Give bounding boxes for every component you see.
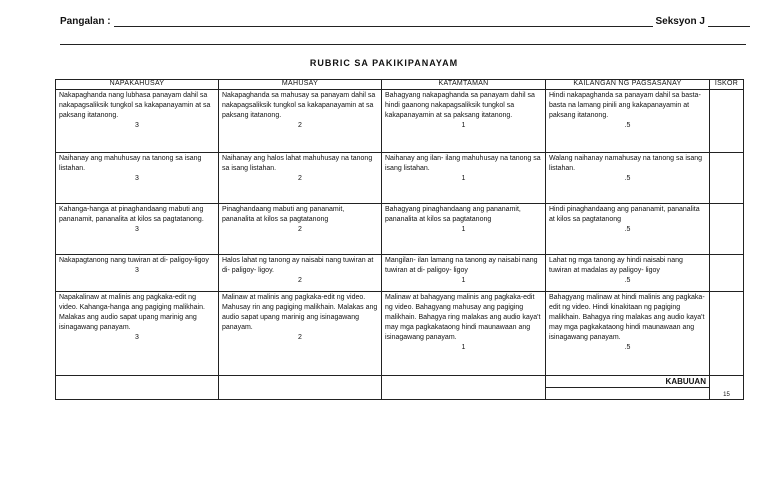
criteria-score: .5 bbox=[624, 175, 631, 182]
criteria-score: 1 bbox=[461, 344, 466, 351]
criteria-score: .5 bbox=[624, 226, 631, 233]
criteria-cell bbox=[56, 292, 219, 376]
criteria-text: Nakapagtanong nang tuwiran at di- paligoy-ligoy bbox=[59, 257, 209, 264]
criteria-text: Naihanay ang mahuhusay na tanong sa isang listahan. bbox=[59, 155, 202, 172]
criteria-text: Pinaghandaang mabuti ang pananamit, pananalita at kilos sa pagtatanong bbox=[222, 206, 345, 223]
criteria-text: Naihanay ang ilan- ilang mahuhusay na tanong sa isang listahan. bbox=[385, 155, 541, 172]
criteria-score: 1 bbox=[461, 175, 466, 182]
criteria-text: Malinaw at bahagyang malinis ang pagkaka-edit ng video. Bahagyang mahusay ang pagiging malikhain. Bahagya ring malakas ang audio kaya't may mga pagkakataong hindi maunawaan ang isinagawang panayam. bbox=[385, 294, 541, 341]
criteria-text: Napakalinaw at malinis ang pagkaka-edit ng video. Kahanga-hanga ang pagiging malikhain. Malakas ang audio sapat upang marinig ang isinagawang panayam. bbox=[59, 294, 205, 331]
section-label: Seksyon J bbox=[655, 16, 705, 27]
rubric-title: RUBRIC SA PAKIKIPANAYAM bbox=[309, 58, 459, 68]
iskor-cell[interactable] bbox=[710, 153, 744, 204]
header-row bbox=[56, 80, 744, 90]
criteria-text: Mangilan- ilan lamang na tanong ay naisabi nang tuwiran at di- paligoy- ligoy bbox=[385, 257, 538, 274]
blank-cell bbox=[219, 376, 382, 400]
iskor-cell[interactable] bbox=[710, 292, 744, 376]
criteria-score: 1 bbox=[461, 277, 466, 284]
criteria-score: 2 bbox=[298, 277, 302, 284]
criteria-score: 1 bbox=[461, 122, 466, 129]
criteria-score: 3 bbox=[135, 267, 139, 274]
table-row bbox=[56, 292, 744, 376]
criteria-cell bbox=[382, 292, 546, 376]
criteria-text: Nakapaghanda sa mahusay sa panayam dahil sa nakapagsaliksik tungkol sa kakapanayamin at sa paksang itatanong. bbox=[222, 92, 376, 119]
blank-cell bbox=[546, 388, 710, 400]
criteria-text: Kahanga-hanga at pinaghandaang mabuti ang pananamit, pananalita at kilos sa pagtatanong. bbox=[59, 206, 204, 223]
criteria-cell bbox=[546, 255, 710, 292]
blank-cell bbox=[382, 376, 546, 400]
table-row bbox=[56, 153, 744, 204]
criteria-score: .5 bbox=[624, 277, 631, 284]
criteria-score: .5 bbox=[624, 344, 631, 351]
section-blank[interactable] bbox=[708, 17, 750, 27]
col-iskor: ISKOR bbox=[710, 80, 744, 90]
criteria-score: 1 bbox=[461, 226, 466, 233]
criteria-cell bbox=[56, 255, 219, 292]
iskor-cell[interactable] bbox=[710, 204, 744, 255]
criteria-cell bbox=[219, 153, 382, 204]
table-row bbox=[56, 90, 744, 153]
criteria-cell bbox=[219, 292, 382, 376]
criteria-text: Malinaw at malinis ang pagkaka-edit ng video. Mahusay rin ang pagiging malikhain. Malakas ang audio sapat upang marinig ang isinagawang panayam. bbox=[222, 294, 378, 331]
criteria-score: 2 bbox=[298, 175, 302, 182]
criteria-score: 2 bbox=[298, 226, 302, 233]
criteria-score: 2 bbox=[298, 334, 302, 341]
criteria-score: 3 bbox=[135, 334, 139, 341]
criteria-text: Lahat ng mga tanong ay hindi naisabi nang tuwiran at madalas ay paligoy- ligoy bbox=[549, 257, 683, 274]
criteria-score: 3 bbox=[135, 226, 139, 233]
student-info-line bbox=[60, 16, 750, 27]
criteria-cell bbox=[546, 204, 710, 255]
total-label: KABUUAN bbox=[546, 376, 710, 388]
criteria-text: Hindi pinaghandaang ang pananamit, pananalita at kilos sa pagtatanong bbox=[549, 206, 700, 223]
table-row bbox=[56, 204, 744, 255]
criteria-cell bbox=[382, 255, 546, 292]
criteria-cell bbox=[219, 204, 382, 255]
criteria-text: Naihanay ang halos lahat mahuhusay na tanong sa isang listahan. bbox=[222, 155, 373, 172]
iskor-cell[interactable] bbox=[710, 255, 744, 292]
name-label: Pangalan : bbox=[60, 16, 111, 27]
criteria-text: Bahagyang nakapaghanda sa panayam dahil sa hindi gaanong nakapagsaliksik tungkol sa kakapanayamin at sa paksang itatanong. bbox=[385, 92, 535, 119]
criteria-cell bbox=[382, 153, 546, 204]
criteria-cell bbox=[219, 255, 382, 292]
col-napakahusay: NAPAKAHUSAY bbox=[56, 80, 219, 90]
total-value: 15 bbox=[710, 376, 744, 400]
criteria-score: 3 bbox=[135, 122, 139, 129]
criteria-score: 3 bbox=[135, 175, 139, 182]
criteria-cell bbox=[382, 204, 546, 255]
criteria-cell bbox=[219, 90, 382, 153]
criteria-text: Walang naihanay namahusay na tanong sa isang listahan. bbox=[549, 155, 703, 172]
criteria-score: .5 bbox=[624, 122, 631, 129]
criteria-cell bbox=[56, 204, 219, 255]
criteria-text: Hindi nakapaghanda sa panayam dahil sa basta- basta na lamang pinili ang kakapanayamin at paksang itatanong. bbox=[549, 92, 701, 119]
col-kailangan: KAILANGAN NG PAGSASANAY bbox=[546, 80, 710, 90]
iskor-cell[interactable] bbox=[710, 90, 744, 153]
criteria-cell bbox=[56, 90, 219, 153]
criteria-cell bbox=[546, 153, 710, 204]
criteria-text: Nakapaghanda nang lubhasa panayam dahil sa nakapagsaliksik tungkol sa kakapanayamin at sa paksang itatanong. bbox=[59, 92, 211, 119]
criteria-cell bbox=[382, 90, 546, 153]
table-row bbox=[56, 255, 744, 292]
total-row bbox=[56, 376, 744, 388]
criteria-text: Halos lahat ng tanong ay naisabi nang tuwiran at di- paligoy- ligoy. bbox=[222, 257, 374, 274]
col-katamtaman: KATAMTAMAN bbox=[382, 80, 546, 90]
criteria-cell bbox=[56, 153, 219, 204]
criteria-text: Bahagyang malinaw at hindi malinis ang pagkaka-edit ng video. Hindi kinakitaan ng pagiging malikhain. Bahagya ring malakas ang audio kaya't may mga pagkakataong hindi maunawaan ang isinagawang panayam. bbox=[549, 294, 705, 341]
col-mahusay: MAHUSAY bbox=[219, 80, 382, 90]
criteria-text: Bahagyang pinaghandaang ang pananamit, pananalita at kilos sa pagtatanong bbox=[385, 206, 521, 223]
header-rule bbox=[60, 44, 746, 45]
criteria-score: 2 bbox=[298, 122, 302, 129]
name-blank[interactable] bbox=[114, 17, 653, 27]
criteria-cell bbox=[546, 292, 710, 376]
criteria-cell bbox=[546, 90, 710, 153]
blank-cell bbox=[56, 376, 219, 400]
rubric-table bbox=[55, 79, 744, 400]
